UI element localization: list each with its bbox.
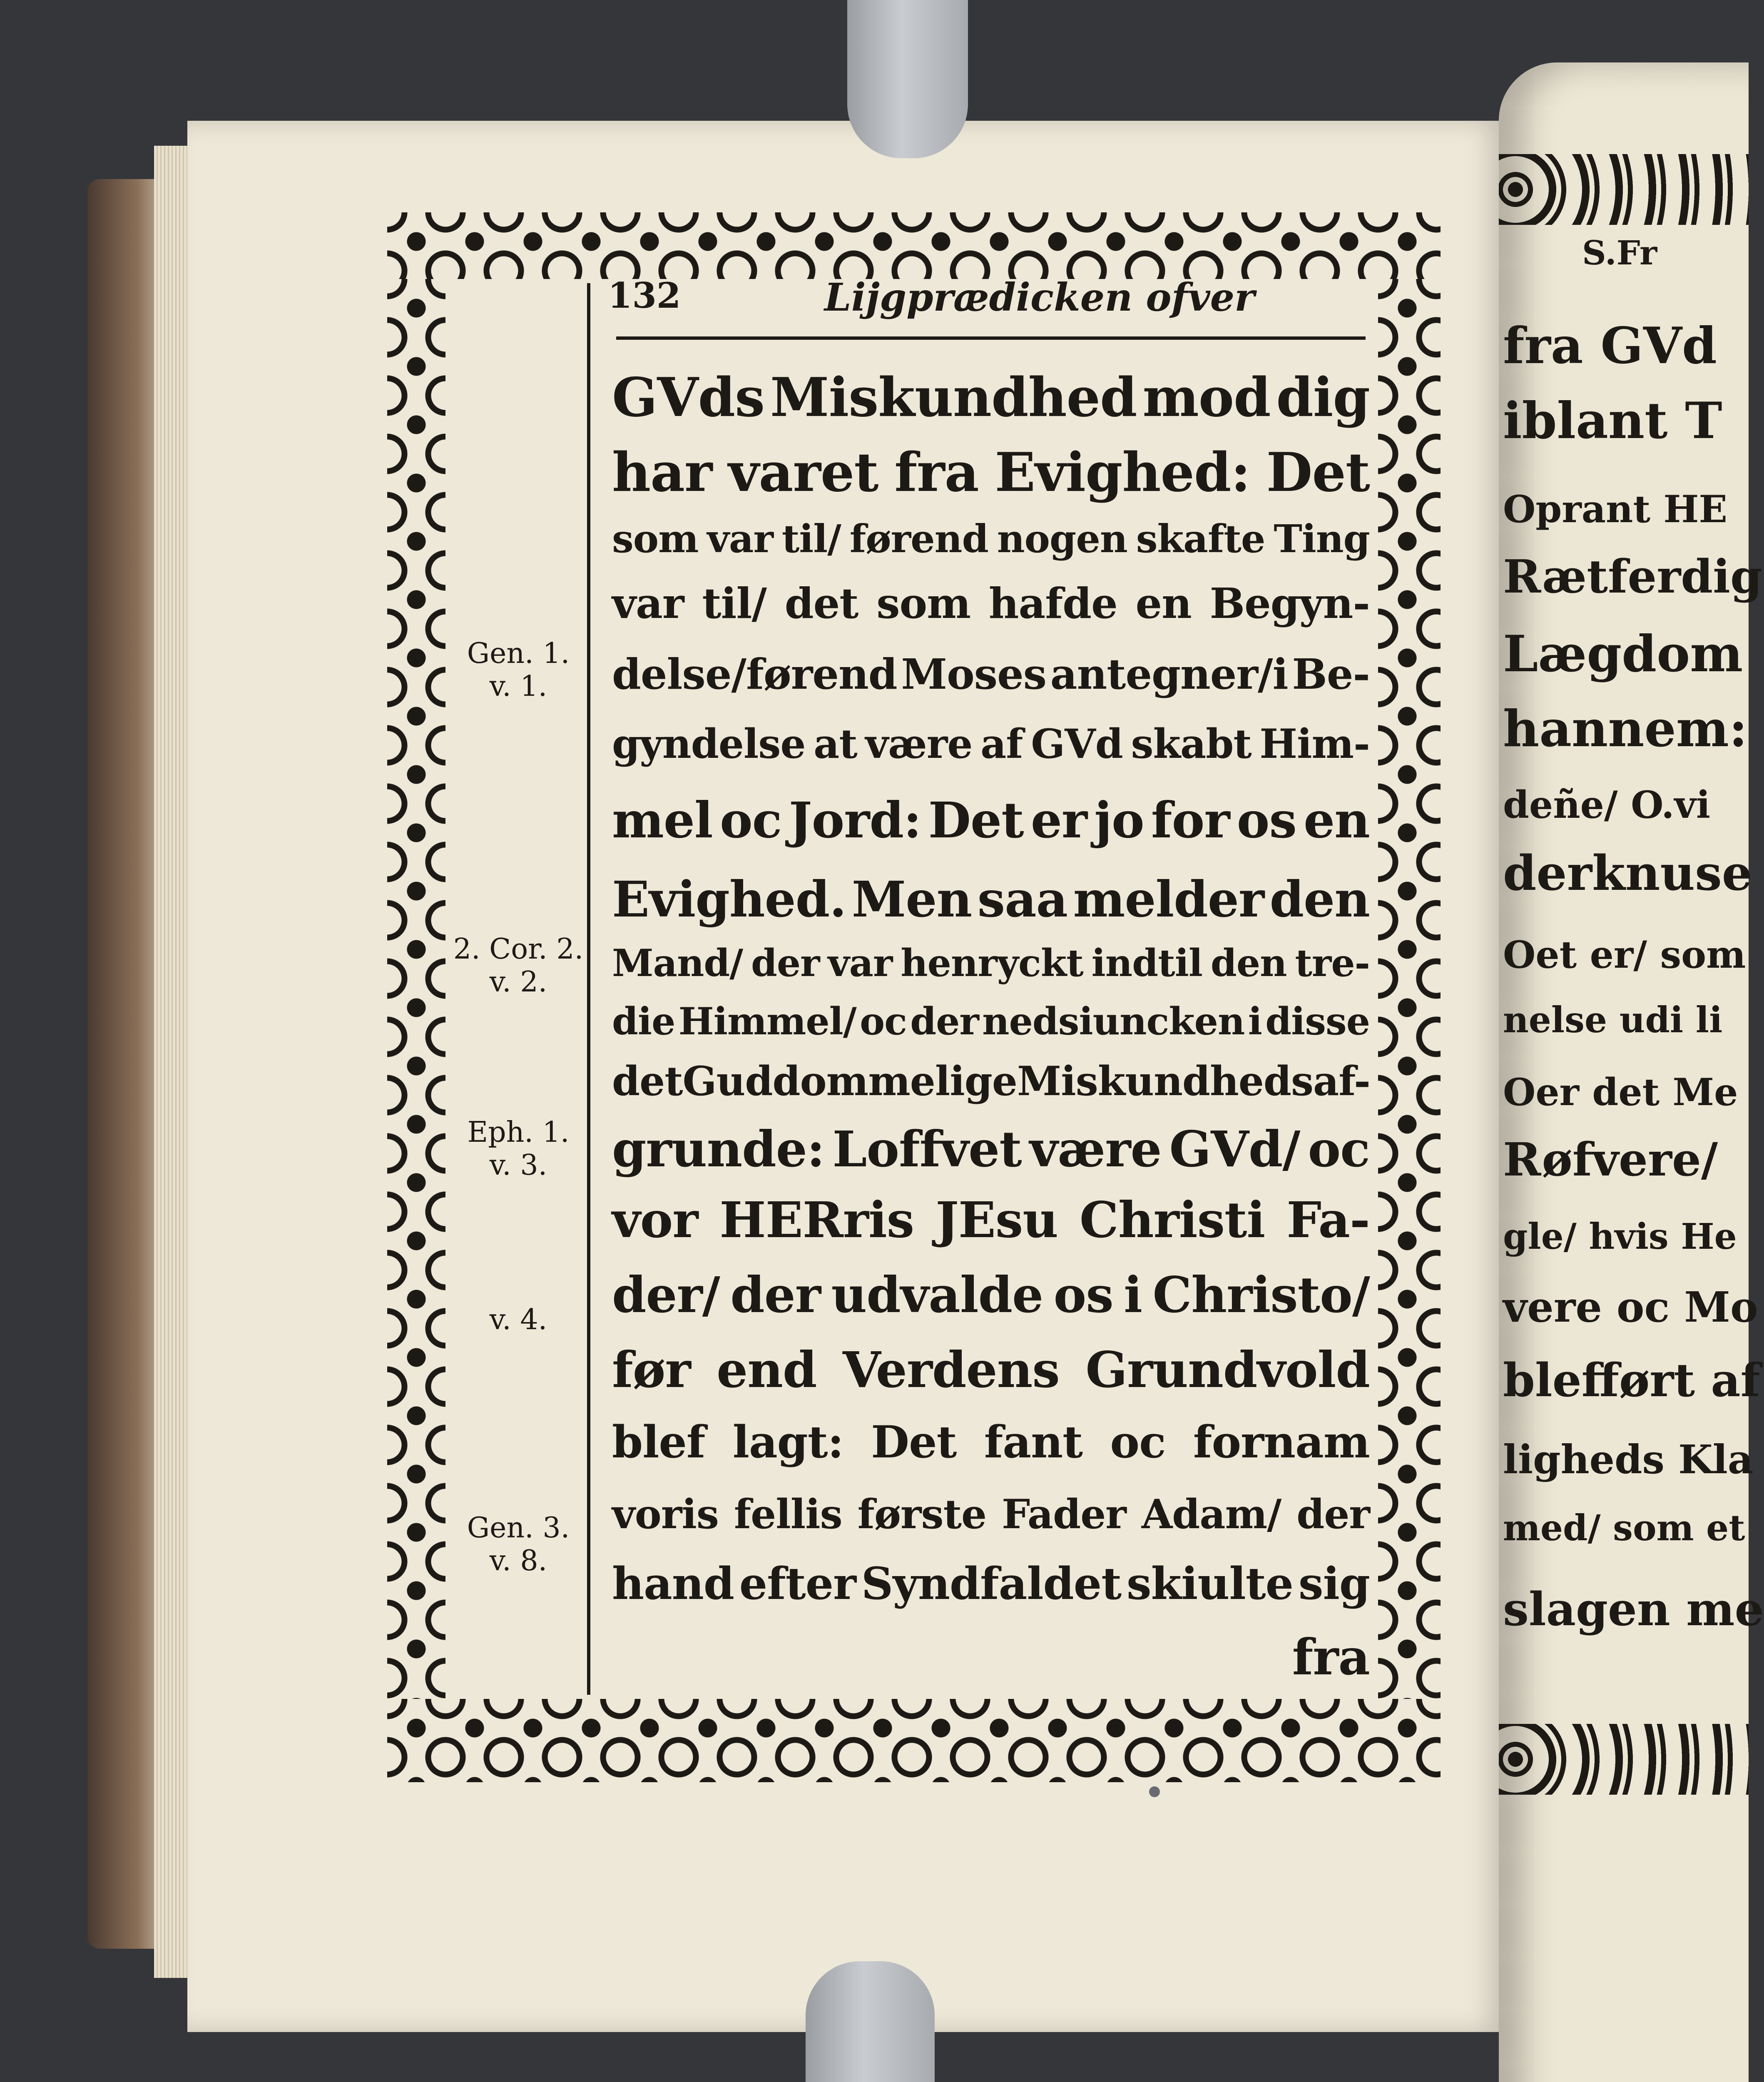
- word: jo: [1094, 791, 1144, 849]
- word: fant: [984, 1416, 1083, 1468]
- word: fellis: [734, 1491, 842, 1538]
- word: nedsiuncken: [982, 999, 1245, 1043]
- text-line: [612, 720, 1370, 767]
- word: første: [857, 1491, 987, 1538]
- word: nogen: [997, 516, 1127, 561]
- facing-line: fra GVd: [1503, 316, 1717, 375]
- word: dig: [1276, 366, 1370, 429]
- text-line: [612, 791, 1370, 849]
- facing-line: Rætferdig: [1503, 550, 1762, 603]
- text-line: [612, 941, 1370, 985]
- word: Syndfaldet: [861, 1557, 1122, 1609]
- word: Verdens: [843, 1341, 1060, 1399]
- margin-note-ref: Gen. 3.: [467, 1512, 570, 1544]
- margin-column-rule: [587, 283, 590, 1695]
- word: den: [1210, 941, 1287, 985]
- word: efter: [739, 1557, 856, 1609]
- word: den: [1269, 870, 1370, 928]
- word: skiulte: [1126, 1557, 1294, 1609]
- word: der: [751, 941, 820, 985]
- text-line: [612, 650, 1370, 699]
- text-line: [612, 1557, 1370, 1609]
- word: lagt:: [732, 1416, 843, 1468]
- word: som: [612, 516, 699, 561]
- ornamental-border-right: [1378, 279, 1441, 1699]
- page-clip-top: [847, 0, 968, 158]
- word: til/: [781, 516, 841, 561]
- catchword: [612, 1628, 1370, 1686]
- word: Miskundheds: [1017, 1058, 1314, 1105]
- word: har: [612, 441, 712, 504]
- text-line: [612, 1416, 1370, 1468]
- word: Him-: [1259, 720, 1370, 767]
- word: Fa-: [1286, 1191, 1370, 1249]
- word: at: [814, 720, 857, 767]
- ornamental-border-left: [387, 279, 445, 1699]
- word: GVd: [1031, 720, 1123, 767]
- facing-line: Røfvere/: [1503, 1133, 1718, 1186]
- margin-note: [452, 933, 585, 999]
- margin-note: [452, 1116, 585, 1182]
- word: der: [910, 999, 979, 1043]
- word: voris: [612, 1491, 719, 1538]
- word: en: [1135, 579, 1192, 628]
- facing-line: Lægdom: [1503, 625, 1743, 683]
- page-stack-edge: [154, 146, 192, 1978]
- text-line: [612, 1266, 1370, 1324]
- facing-line: ligheds Kla: [1503, 1437, 1754, 1483]
- word: gyndelse: [612, 720, 806, 767]
- facing-line: hannem:: [1503, 700, 1748, 758]
- word: melder: [1073, 870, 1264, 928]
- word: Moses: [901, 650, 1047, 699]
- facing-line: slagen me: [1503, 1582, 1764, 1636]
- word: Det: [871, 1416, 957, 1468]
- facing-line: med/ som et: [1503, 1507, 1745, 1549]
- margin-note: [452, 637, 585, 703]
- facing-line: Oer det Me: [1503, 1070, 1738, 1114]
- page-number: 132: [608, 275, 681, 316]
- margin-note-verse: v. 8.: [489, 1544, 547, 1577]
- word: disse: [1265, 999, 1370, 1043]
- word: GVds: [612, 366, 765, 429]
- word: varet: [728, 441, 878, 504]
- word: vor: [612, 1191, 698, 1249]
- word: tre-: [1295, 941, 1370, 985]
- word: Ting: [1274, 516, 1370, 561]
- word: Evighed:: [995, 441, 1250, 504]
- word: hand: [612, 1557, 734, 1609]
- facing-line: vere oc Mo: [1503, 1283, 1758, 1332]
- word: antegner/i: [1050, 650, 1288, 699]
- paper-stain: [1149, 1786, 1160, 1797]
- margin-note-ref: v. 4.: [489, 1303, 547, 1336]
- text-line: [612, 441, 1370, 504]
- word: til/: [702, 579, 767, 628]
- word: Himmel/: [678, 999, 856, 1043]
- word: af-: [1313, 1058, 1370, 1105]
- word: det: [612, 1058, 683, 1105]
- word: som: [876, 579, 971, 628]
- text-line: [612, 1120, 1370, 1178]
- margin-note-verse: v. 2.: [489, 966, 547, 999]
- ornamental-border-top: [387, 212, 1441, 279]
- text-line: [612, 1341, 1370, 1399]
- word: end: [717, 1341, 817, 1399]
- word: være: [865, 720, 973, 767]
- word: skafte: [1136, 516, 1265, 561]
- text-line: [612, 1191, 1370, 1249]
- word: fra: [1292, 1628, 1370, 1686]
- word: oc: [719, 791, 782, 849]
- word: en: [1304, 791, 1370, 849]
- word: os: [1053, 1266, 1113, 1324]
- word: oc: [1308, 1120, 1370, 1178]
- word: Christo/: [1152, 1266, 1370, 1324]
- word: det: [784, 579, 858, 628]
- text-line: [612, 516, 1370, 561]
- word: Men: [851, 870, 972, 928]
- word: Det: [1266, 441, 1370, 504]
- word: var: [612, 579, 684, 628]
- word: Christi: [1079, 1191, 1265, 1249]
- word: der/: [612, 1266, 720, 1324]
- word: var: [707, 516, 773, 561]
- word: Det: [928, 791, 1024, 849]
- word: var: [828, 941, 893, 985]
- word: fornam: [1193, 1416, 1370, 1468]
- margin-note-ref: 2. Cor. 2.: [453, 933, 584, 966]
- text-line: [612, 366, 1370, 429]
- word: for: [1151, 791, 1230, 849]
- word: oc: [860, 999, 907, 1043]
- facing-line: nelse udi li: [1503, 999, 1723, 1041]
- word: JEsu: [935, 1191, 1058, 1249]
- word: førend: [849, 516, 988, 561]
- word: indtil: [1091, 941, 1203, 985]
- word: hafde: [988, 579, 1117, 628]
- facing-line: blefført af: [1503, 1353, 1760, 1407]
- word: Mand/: [612, 941, 743, 985]
- word: henryckt: [901, 941, 1083, 985]
- word: Loffvet: [832, 1120, 1022, 1178]
- word: er: [1030, 791, 1087, 849]
- word: i: [1248, 999, 1262, 1043]
- text-line: [612, 1058, 1370, 1105]
- facing-line: derknuse: [1503, 845, 1752, 902]
- word: fra: [894, 441, 979, 504]
- word: Jord:: [789, 791, 921, 849]
- word: blef: [612, 1416, 705, 1468]
- page-clip-bottom: [806, 1961, 935, 2082]
- facing-line: gle/ hvis He: [1503, 1216, 1737, 1258]
- ornamental-border-bottom: [387, 1699, 1441, 1782]
- facing-page-text: [1499, 62, 1764, 2082]
- word: GVd/: [1169, 1120, 1300, 1178]
- word: Begyn-: [1209, 579, 1370, 628]
- word: delse/førend: [612, 650, 897, 699]
- word: udvalde: [831, 1266, 1043, 1324]
- word: der: [730, 1266, 821, 1324]
- word: oc: [1110, 1416, 1166, 1468]
- word: Fader: [1001, 1491, 1126, 1538]
- margin-note-verse: v. 1.: [489, 670, 547, 703]
- word: os: [1237, 791, 1296, 849]
- word: saa: [977, 870, 1068, 928]
- running-head-rule: [616, 336, 1366, 340]
- text-line: [612, 579, 1370, 628]
- facing-line: S.Fr: [1582, 233, 1657, 272]
- facing-line: Oet er/ som: [1503, 933, 1746, 977]
- margin-note-verse: v. 3.: [489, 1149, 547, 1182]
- margin-note-ref: Eph. 1.: [467, 1116, 570, 1149]
- word: være: [1029, 1120, 1162, 1178]
- running-head: Lijgprædicken ofver: [824, 275, 1255, 320]
- word: mel: [612, 791, 713, 849]
- word: skabt: [1131, 720, 1251, 767]
- word: Be-: [1292, 650, 1370, 699]
- facing-line: deñe/ O.vi: [1503, 783, 1711, 827]
- word: Adam/: [1141, 1491, 1281, 1538]
- facing-line: iblant T: [1503, 391, 1722, 450]
- facing-line: Oprant HE: [1503, 487, 1728, 531]
- word: mod: [1142, 366, 1271, 429]
- word: HERris: [719, 1191, 914, 1249]
- margin-note: [452, 1303, 585, 1336]
- word: i: [1124, 1266, 1142, 1324]
- text-line: [612, 870, 1370, 928]
- margin-note-ref: Gen. 1.: [467, 637, 570, 670]
- text-line: [612, 1491, 1370, 1538]
- word: die: [612, 999, 675, 1043]
- word: Guddommelige: [682, 1058, 1017, 1105]
- word: før: [612, 1341, 691, 1399]
- word: Evighed.: [612, 870, 846, 928]
- text-line: [612, 999, 1370, 1043]
- word: der: [1296, 1491, 1370, 1538]
- word: Miskundhed: [770, 366, 1137, 429]
- word: grunde:: [612, 1120, 825, 1178]
- word: af: [980, 720, 1023, 767]
- word: Grundvold: [1085, 1341, 1370, 1399]
- margin-note: [452, 1512, 585, 1577]
- word: sig: [1298, 1557, 1370, 1609]
